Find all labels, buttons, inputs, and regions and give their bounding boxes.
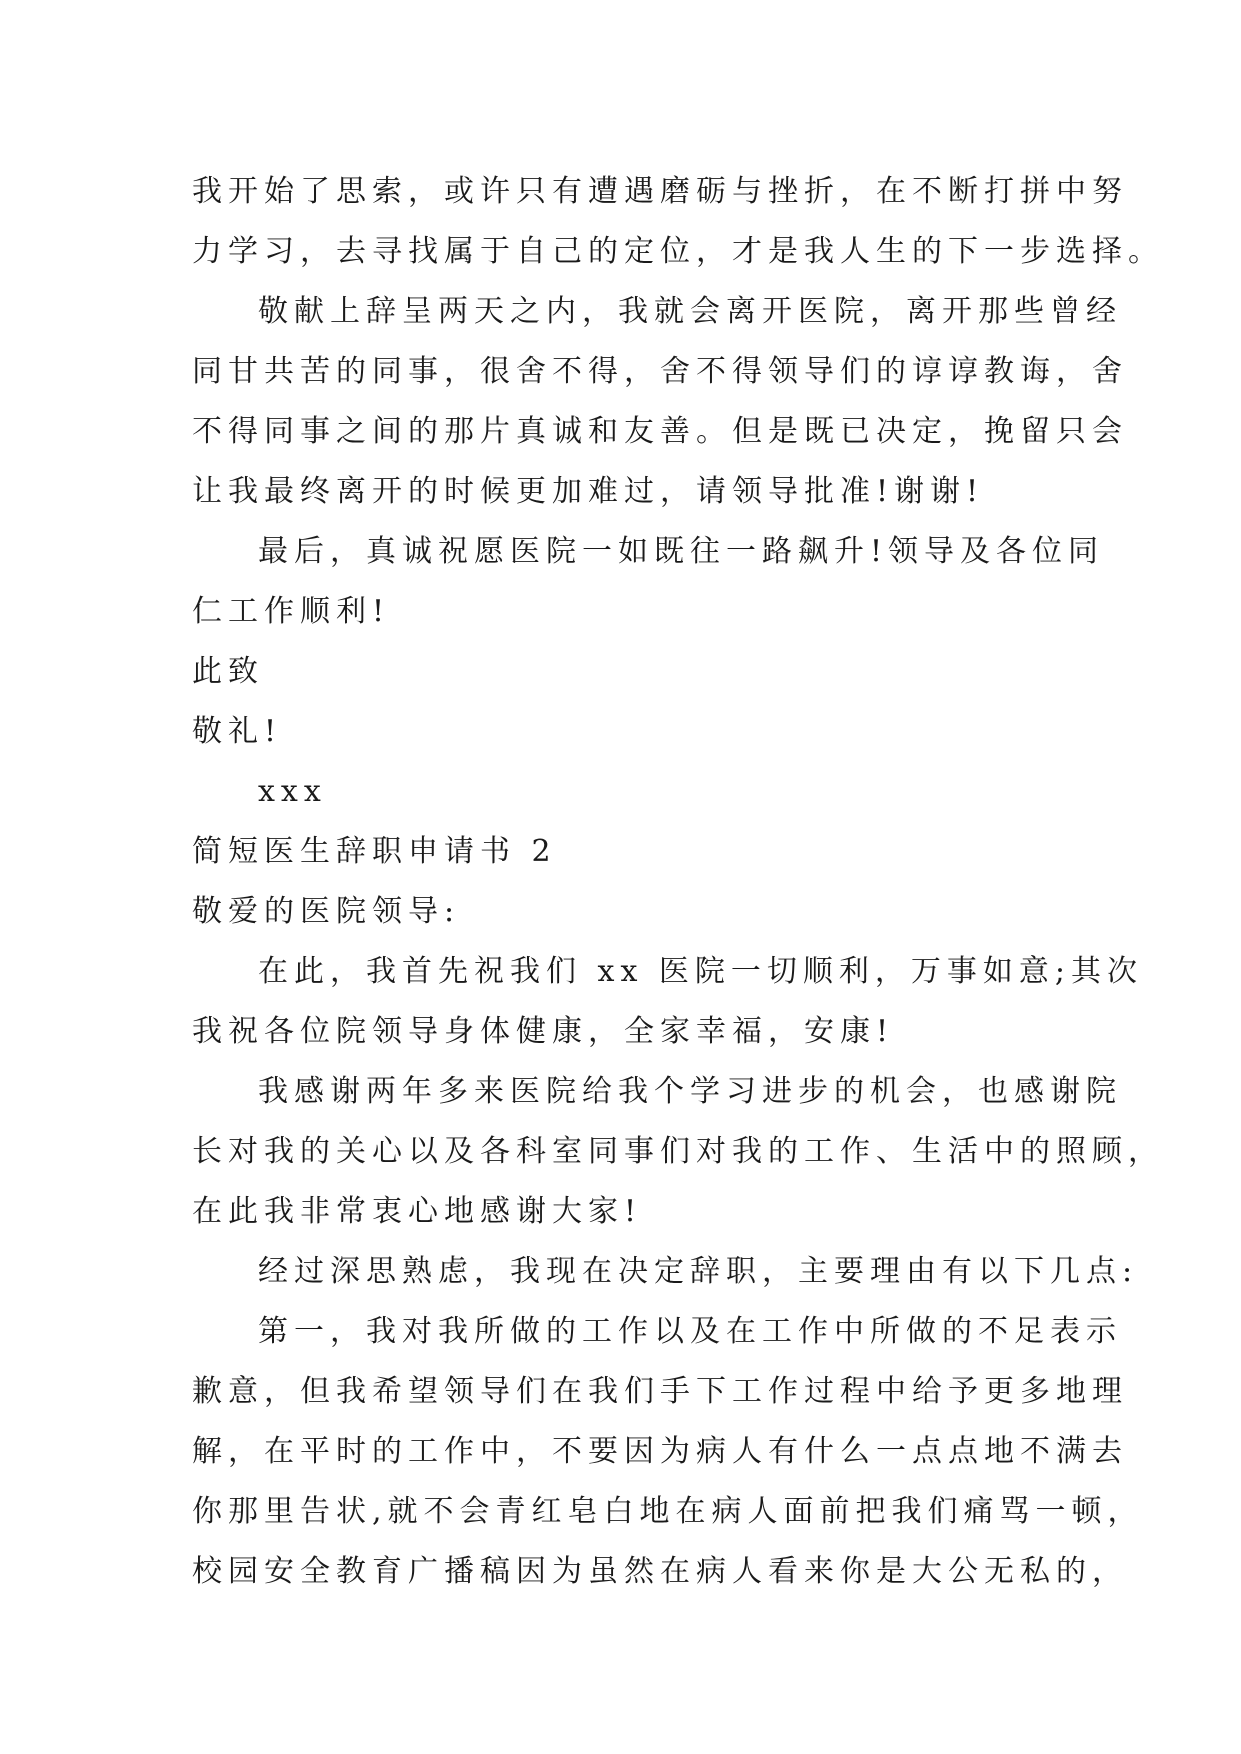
paragraph-line: 我感谢两年多来医院给我个学习进步的机会，也感谢院 <box>258 1074 1122 1109</box>
closing-salutation: 此致 <box>192 654 264 689</box>
paragraph-line: 在此我非常衷心地感谢大家! <box>192 1194 643 1229</box>
signature: xxx <box>258 774 327 809</box>
paragraph-line: 经过深思熟虑，我现在决定辞职，主要理由有以下几点: <box>258 1254 1139 1289</box>
paragraph-line: 让我最终离开的时候更加难过，请领导批准!谢谢! <box>192 474 985 509</box>
letter-greeting: 敬爱的医院领导: <box>192 894 461 929</box>
paragraph-line: 解，在平时的工作中，不要因为病人有什么一点点地不满去 <box>192 1434 1128 1469</box>
paragraph-line: 力学习，去寻找属于自己的定位，才是我人生的下一步选择。 <box>192 234 1164 269</box>
paragraph-line: 仁工作顺利! <box>192 594 391 629</box>
paragraph-line: 不得同事之间的那片真诚和友善。但是既已决定，挽留只会 <box>192 414 1128 449</box>
paragraph-line: 敬献上辞呈两天之内，我就会离开医院，离开那些曾经 <box>258 294 1122 329</box>
paragraph-line: 在此，我首先祝我们 xx 医院一切顺利，万事如意;其次 <box>258 954 1144 989</box>
closing-regards: 敬礼! <box>192 714 283 749</box>
paragraph-line: 同甘共苦的同事，很舍不得，舍不得领导们的谆谆教诲，舍 <box>192 354 1128 389</box>
document-body <box>192 162 1164 1602</box>
section-title: 简短医生辞职申请书 2 <box>192 834 557 869</box>
paragraph-line: 我祝各位院领导身体健康，全家幸福，安康! <box>192 1014 895 1049</box>
paragraph-line: 你那里告状,就不会青红皂白地在病人面前把我们痛骂一顿， <box>192 1494 1144 1529</box>
paragraph-line: 最后，真诚祝愿医院一如既往一路飙升!领导及各位同 <box>258 534 1105 569</box>
paragraph-line: 歉意，但我希望领导们在我们手下工作过程中给予更多地理 <box>192 1374 1128 1409</box>
paragraph-line: 校园安全教育广播稿因为虽然在病人看来你是大公无私的， <box>192 1554 1128 1589</box>
paragraph-line: 长对我的关心以及各科室同事们对我的工作、生活中的照顾， <box>192 1134 1164 1169</box>
paragraph-line: 我开始了思索，或许只有遭遇磨砺与挫折，在不断打拼中努 <box>192 174 1128 209</box>
paragraph-line: 第一，我对我所做的工作以及在工作中所做的不足表示 <box>258 1314 1122 1349</box>
